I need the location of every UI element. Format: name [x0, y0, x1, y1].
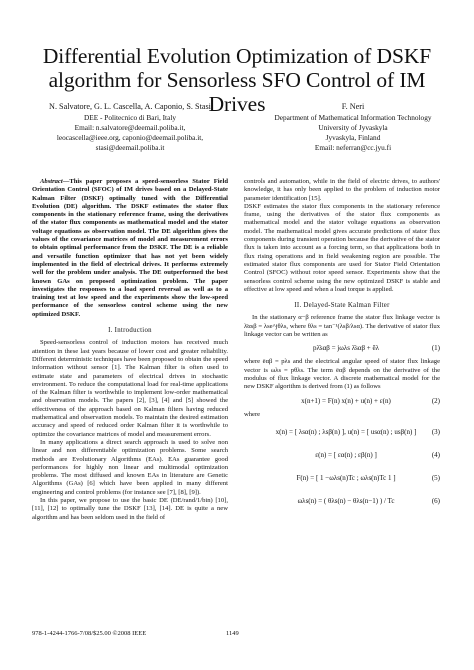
- author-names-right: F. Neri: [341, 102, 365, 111]
- author-email-line-3: stasi@deemail.poliba.it: [95, 143, 165, 152]
- author-affiliation-right: Department of Mathematical Information Technology: [274, 113, 432, 122]
- equation-4: [244, 445, 440, 465]
- equation-3-number: (3): [431, 427, 440, 436]
- author-university-right: University of Jyvaskyla: [318, 123, 388, 132]
- equation-5-number: (5): [431, 473, 440, 482]
- footer-page-number: 1149: [226, 630, 239, 637]
- abstract: [32, 178, 228, 319]
- section-1-title: I. Introduction: [108, 327, 152, 335]
- right-column: [244, 178, 440, 514]
- section-1-paragraph-3: In this paper, we propose to use the basic DE (DE/rand/1/bin) [10], [11], [12] to optimally tune the DSKF [13], [14]. DE is quite a new algorithm and has been seldom used in the field of: [32, 496, 228, 521]
- author-names-left: N. Salvatore, G. L. Cascella, A. Caponio, S. Stasi: [49, 102, 211, 111]
- equation-1-number: (1): [431, 344, 440, 353]
- title-line-1: Differential Evolution Optimization of DSKF: [42, 44, 432, 68]
- section-2-paragraph-2: where ēαβ = pλs and the electrical angular speed of stator flux linkage vector is ωλs = pθλs. The term ēαβ depends on the derivative of the modulus of flux linkage vector. A discrete mathematical model for the new DSKF algorithm is derived from (1) as follows: [244, 358, 440, 391]
- equation-1: [244, 342, 440, 355]
- equation-6-body: ωλs(n) = ( θλs(n) − θλs(n−1) ) / Tc: [297, 496, 395, 505]
- section-2-paragraph-1: In the stationary α−β reference frame the stator flux linkage vector is λ̄αsβ = λse^jθλs, where θλs = tan⁻¹(λsβ/λsα). The derivative of stator flux linkage vector can be written as: [244, 314, 440, 339]
- equation-4-number: (4): [431, 450, 440, 459]
- equation-6: [244, 491, 440, 511]
- right-paragraph-1: controls and automation, while in the field of electric drives, to authors' knowledge, it has only been applied to the problem of induction motor parameter identification [15].: [244, 178, 440, 202]
- footer-copyright: 978-1-4244-1766-7/08/$25.00 ©2008 IEEE: [32, 630, 147, 637]
- equation-1-body: pλ̄sαβ = jωλs λ̄sαβ + ēλ: [312, 344, 379, 353]
- author-block-left: [30, 101, 230, 153]
- section-2-title: II. Delayed-State Kalman Filter: [294, 302, 390, 310]
- author-email-line-2: leocascella@ieee.org, caponio@deemail.poliba.it,: [56, 133, 204, 142]
- author-email-right: Email: neferran@cc.jyu.fi: [314, 143, 392, 152]
- equation-6-number: (6): [431, 496, 440, 505]
- left-column: [32, 178, 228, 522]
- author-block-right: [262, 101, 444, 153]
- equation-5-body: F(n) = [ 1 −ωλs(n)Tc ; ωλs(n)Tc 1 ]: [296, 473, 396, 482]
- author-email-line-1: Email: n.salvatore@deemail.poliba.it,: [74, 123, 186, 132]
- equation-4-body: ε(n) = [ εα(n) ; εβ(n) ]: [315, 450, 377, 459]
- equation-2-body: x(n+1) = F(n) x(n) + u(n) + ε(n): [301, 396, 391, 405]
- abstract-text: —This paper proposes a speed-sensorless Stator Field Orientation Control (SFOC) of IM drives based on a Delayed-State Kalman Filter (DSKF) optimally tuned with the Differential Evolution (DE) algorithm. The DSKF estimates the stator flux components in the stationary reference frame, using the derivatives of the stator flux components as mathematical model and the stator voltage equations as observation model. The DE algorithm gives the values of the covariance matrices of model and measurement errors to obtain optimal performance from the DSKF. The DE is a reliable and versatile function optimizer that has not yet been widely implemented in the field of electrical drives. It performs extremely well for the problem under analysis. The DE outperformed the best known GAs on proposed optimization problem. The paper investigates the responses to a load speed reversal as well as to a training test at low speed and the experiments show the low-speed performance of the sensorless control scheme using the new optimized DSKF.: [32, 178, 228, 318]
- equation-3-body: x(n) = [ λsα(n) ; λsβ(n) ], u(n) = [ usα(n) ; usβ(n) ]: [275, 427, 417, 436]
- equation-5: [244, 468, 440, 488]
- right-paragraph-2: DSKF estimates the stator flux components in the stationary reference frame, using the derivatives of the stator flux components as mathematical model and the stator voltage equations as observation model. The mathematical model gives accurate predictions of stator flux components during transient operation because the derivative of the stator flux is taken into account as a forcing term, so that applications both in flux rising operations and in field weakening region are possible. The estimated stator flux components are used for Stator Field Orientation Control (SFOC) without rotor speed sensor. Experiments show that the sensorless control scheme using the new optimized DSKF is stable and effective at low speed and when a load torque is applied.: [244, 202, 440, 293]
- equation-2: [244, 395, 440, 408]
- author-affiliation-left: DEE - Politecnico di Bari, Italy: [84, 113, 176, 122]
- where-label: where: [244, 410, 261, 418]
- abstract-lead: Abstract: [40, 178, 63, 185]
- title-line-2: algorithm for Sensorless SFO Control of IM Drives: [48, 68, 426, 116]
- equation-3: [244, 422, 440, 442]
- equation-2-number: (2): [431, 396, 440, 405]
- section-1-paragraph-2: In many applications a direct search approach is used to solve non linear and non differentiable optimization problems. Some search methods are Evolutionary Algorithms (EAs). EAs guarantee good performances for highly non linear and multimodal optimization problems. The most diffused and known EAs in literature are Genetic Algorithms (GAs) [6] which have been applied in many different engineering and control problems (for instance see [7], [8], [9]).: [32, 438, 228, 496]
- author-city-right: Jyvaskyla, Finland: [325, 133, 381, 142]
- section-1-paragraph-1: Speed-sensorless control of induction motors has received much attention in these last years because of lower cost and greater reliability. Different deterministic techniques have been proposed to obtain the speed information without sensor [1]. The Kalman filter is often used to estimate state and parameters of electrical drives in stochastic environment. To reduce the computational load for real-time applications of the Kalman filter is worthwhile to implement low-order mathematical and observation models. The papers [2], [3], [4] and [5] showed the effectiveness of the approach based on Kalman filters having reduced mathematical and observation models. To maintain the desired estimation accuracy and speed of reduced order Kalman filter it is worthwhile to optimize the covariance matrices of model and measurement errors.: [32, 339, 228, 438]
